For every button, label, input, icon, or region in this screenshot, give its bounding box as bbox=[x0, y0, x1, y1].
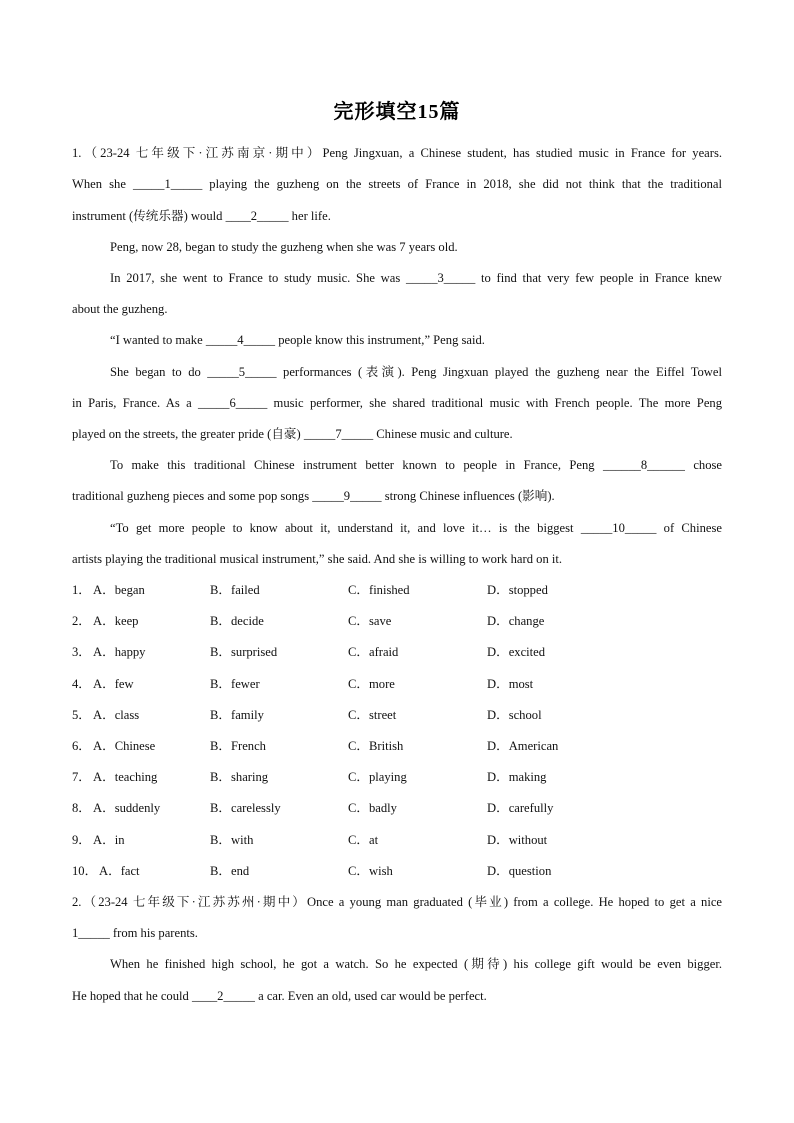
question-number: 5． bbox=[72, 708, 91, 722]
option-b: B．end bbox=[210, 864, 250, 878]
option-row bbox=[72, 798, 722, 818]
option-b: B．sharing bbox=[210, 770, 269, 784]
blank-10: _____10_____ bbox=[580, 521, 657, 535]
text: artists playing the traditional musical instrument,” she said. And she is willing to work hard on it. bbox=[72, 552, 563, 566]
option-d: D．carefully bbox=[487, 801, 554, 815]
passage1-line bbox=[110, 518, 722, 538]
option-c: C．afraid bbox=[348, 645, 399, 659]
passage2-line bbox=[72, 923, 722, 943]
option-b: B．family bbox=[210, 708, 264, 722]
option-d: D．American bbox=[487, 739, 559, 753]
option-c: C．finished bbox=[348, 583, 410, 597]
text: music performer, she shared traditional music with French people. The more Peng bbox=[267, 396, 722, 410]
passage1-line bbox=[110, 330, 722, 350]
question-number: 9． bbox=[72, 833, 91, 847]
option-c: C．wish bbox=[348, 864, 393, 878]
option-a: A．happy bbox=[93, 645, 146, 659]
question-number: 2． bbox=[72, 614, 91, 628]
option-c: C．British bbox=[348, 739, 404, 753]
passage1-line bbox=[72, 424, 722, 444]
text: playing the guzheng on the streets of France in 2018, she did not think that the traditional bbox=[202, 177, 723, 191]
text: 1.（23-24 七年级下·江苏南京·期中）Peng Jingxuan, a Chinese student, has studied music in France for years. bbox=[72, 146, 722, 160]
passage1-line bbox=[72, 174, 722, 194]
passage2-line bbox=[110, 954, 722, 974]
option-a: A．Chinese bbox=[93, 739, 156, 753]
text: in Paris, France. As a bbox=[72, 396, 198, 410]
blank-4: _____4_____ bbox=[205, 333, 276, 347]
text: to find that very few people in France knew bbox=[475, 271, 722, 285]
text: a car. Even an old, used car would be perfect. bbox=[254, 989, 487, 1003]
option-d: D．change bbox=[487, 614, 545, 628]
option-row bbox=[72, 767, 722, 787]
text: about the guzheng. bbox=[72, 302, 168, 316]
passage1-line bbox=[72, 206, 722, 226]
passage1-line bbox=[72, 393, 722, 413]
text: When he finished high school, he got a watch. So he expected (期待) his college gift would be even bigger. bbox=[110, 957, 722, 971]
option-b: B．French bbox=[210, 739, 266, 753]
option-c: C．playing bbox=[348, 770, 407, 784]
question-number: 1． bbox=[72, 583, 91, 597]
option-a: A．class bbox=[93, 708, 140, 722]
question-number: 8． bbox=[72, 801, 91, 815]
option-b: B．with bbox=[210, 833, 254, 847]
text: She began to do bbox=[110, 365, 208, 379]
question-number: 10． bbox=[72, 864, 98, 878]
passage1-line bbox=[110, 455, 722, 475]
text: from his parents. bbox=[109, 926, 198, 940]
option-row bbox=[72, 736, 722, 756]
passage1-line bbox=[72, 549, 722, 569]
option-d: D．school bbox=[487, 708, 542, 722]
option-a: A．began bbox=[93, 583, 145, 597]
text: traditional guzheng pieces and some pop songs bbox=[72, 489, 313, 503]
option-c: C．badly bbox=[348, 801, 397, 815]
passage1-line bbox=[72, 299, 722, 319]
passage2-line bbox=[72, 986, 722, 1006]
option-c: C．more bbox=[348, 677, 395, 691]
passage1-line bbox=[110, 237, 722, 257]
text: “To get more people to know about it, understand it, and love it… is the biggest bbox=[110, 521, 581, 535]
page-title: 完形填空15篇 bbox=[333, 101, 461, 123]
option-b: B．carelessly bbox=[210, 801, 281, 815]
question-number: 7． bbox=[72, 770, 91, 784]
option-d: D．question bbox=[487, 864, 552, 878]
option-d: D．without bbox=[487, 833, 548, 847]
option-row bbox=[72, 861, 722, 881]
text: Chinese music and culture. bbox=[373, 427, 513, 441]
blank-2: ____2_____ bbox=[225, 209, 289, 223]
text: In 2017, she went to France to study music. She was bbox=[110, 271, 406, 285]
option-a: A．fact bbox=[99, 864, 140, 878]
option-c: C．street bbox=[348, 708, 397, 722]
text: performances (表演). Peng Jingxuan played the guzheng near the Eiffel Towel bbox=[276, 365, 722, 379]
text: Peng, now 28, began to study the guzheng when she was 7 years old. bbox=[110, 240, 458, 254]
text: When she bbox=[72, 177, 133, 191]
blank-8: ______8______ bbox=[603, 458, 685, 472]
option-b: B．failed bbox=[210, 583, 260, 597]
blank-1: 1_____ bbox=[72, 926, 110, 940]
option-d: D．excited bbox=[487, 645, 546, 659]
blank-7: _____7_____ bbox=[303, 427, 374, 441]
option-row bbox=[72, 642, 722, 662]
text: of Chinese bbox=[656, 521, 722, 535]
option-row bbox=[72, 830, 722, 850]
text: people know this instrument,” Peng said. bbox=[275, 333, 485, 347]
text: her life. bbox=[288, 209, 331, 223]
text: played on the streets, the greater pride (自豪) bbox=[72, 427, 304, 441]
option-c: C．at bbox=[348, 833, 379, 847]
question-number: 6． bbox=[72, 739, 91, 753]
question-number: 4． bbox=[72, 677, 91, 691]
text: chose bbox=[684, 458, 722, 472]
option-a: A．in bbox=[93, 833, 125, 847]
passage1-line bbox=[110, 362, 722, 382]
blank-2: ____2_____ bbox=[191, 989, 255, 1003]
passage2-line bbox=[72, 892, 722, 912]
option-a: A．few bbox=[93, 677, 134, 691]
blank-3: _____3_____ bbox=[406, 271, 476, 285]
option-b: B．surprised bbox=[210, 645, 278, 659]
option-b: B．fewer bbox=[210, 677, 260, 691]
option-row bbox=[72, 705, 722, 725]
text: instrument (传统乐器) would bbox=[72, 209, 226, 223]
blank-6: _____6_____ bbox=[197, 396, 268, 410]
option-b: B．decide bbox=[210, 614, 264, 628]
option-row bbox=[72, 674, 722, 694]
blank-1: _____1_____ bbox=[132, 177, 203, 191]
option-row bbox=[72, 611, 722, 631]
text: “I wanted to make bbox=[110, 333, 206, 347]
text: To make this traditional Chinese instrument better known to people in France, Peng bbox=[110, 458, 604, 472]
question-number: 3． bbox=[72, 645, 91, 659]
passage1-line bbox=[110, 268, 722, 288]
passage1-line bbox=[72, 143, 722, 163]
blank-5: _____5_____ bbox=[207, 365, 277, 379]
option-d: D．most bbox=[487, 677, 534, 691]
text: 2.（23-24 七年级下·江苏苏州·期中）Once a young man graduated (毕业) from a college. He hoped to get a nice bbox=[72, 895, 722, 909]
option-a: A．suddenly bbox=[93, 801, 161, 815]
blank-9: _____9_____ bbox=[312, 489, 382, 503]
text: strong Chinese influences (影响). bbox=[381, 489, 555, 503]
passage1-line bbox=[72, 486, 722, 506]
option-c: C．save bbox=[348, 614, 392, 628]
option-d: D．stopped bbox=[487, 583, 548, 597]
option-d: D．making bbox=[487, 770, 547, 784]
option-a: A．keep bbox=[93, 614, 139, 628]
text: He hoped that he could bbox=[72, 989, 192, 1003]
option-row bbox=[72, 580, 722, 600]
option-a: A．teaching bbox=[93, 770, 158, 784]
